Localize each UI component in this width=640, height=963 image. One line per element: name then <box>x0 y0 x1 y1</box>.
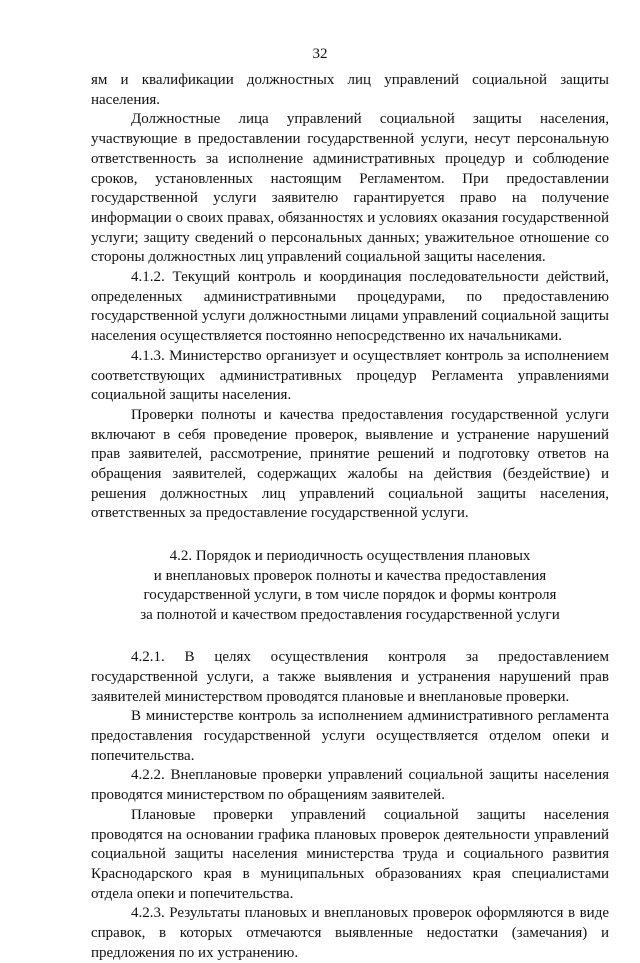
section-heading-line: и внеплановых проверок полноты и качества предоставления <box>153 567 547 584</box>
paragraph: 4.1.3. Министерство организует и осуществляет контроль за исполнением соответствующих административных процедур Регламента управлениями социальной защиты населения. <box>91 347 609 404</box>
paragraph: В министерстве контроль за исполнением административного регламента предоставления государственной услуги осуществляется отделом опеки и попечительства. <box>91 708 609 764</box>
paragraph: Проверки полноты и качества предоставления государственной услуги включают в себя проведение проверок, выявление и устранение нарушений прав заявителей, рассмотрение, принятие решений и подготовку ответов на обращения заявителей, содержащих жалобы на действия (бездействие) и решения должностных лиц управлений социальной защиты населения, ответственных за предоставление государственной услуги. <box>91 406 609 522</box>
paragraph: 4.2.1. В целях осуществления контроля за предоставлением государственной услуги, а также выявления и устранения нарушений прав заявителей министерством проводятся плановые и внеплановые проверки. <box>91 649 609 705</box>
section-heading-line: за полнотой и качеством предоставления государственной услуги <box>140 606 560 623</box>
paragraph: Должностные лица управлений социальной защиты населения, участвующие в предоставлении государственной услуги, несут персональную ответственность за исполнение административных процедур и соблюдение сроков, установленных настоящим Регламентом. При предоставлении государственной услуги заявителю гарантируется право на получение информации о своих правах, обязанностях и условиях оказания государственной услуги; защиту сведений о персональных данных; уважительное отношение со стороны должностных лиц управлений социальной защиты населения. <box>91 111 609 266</box>
paragraph: 4.2.2. Внеплановые проверки управлений социальной защиты населения проводятся министерством по обращениям заявителей. <box>91 767 609 804</box>
section-heading-line: 4.2. Порядок и периодичность осуществления плановых <box>169 548 531 565</box>
paragraph: ям и квалификации должностных лиц управлений социальной защиты населения. <box>91 72 609 108</box>
paragraph: Плановые проверки управлений социальной защиты населения проводятся на основании графика плановых проверок деятельности управлений социальной защиты населения министерства труда и социального развития Краснодарского края в муниципальных образованиях края специалистами отдела опеки и попечительства. <box>91 806 609 902</box>
page-number: 32 <box>312 46 328 62</box>
paragraph: 4.1.2. Текущий контроль и координация последовательности действий, определенных административными процедурами, по предоставлению государственной услуги должностными лицами управлений социальной защиты населения осуществляется постоянно непосредственно их начальниками. <box>91 269 609 345</box>
paragraph: 4.2.3. Результаты плановых и внеплановых проверок оформляются в виде справок, в которых отмечаются выявленные недостатки (замечания) и предложения по их устранению. <box>91 905 609 961</box>
document-body <box>91 71 609 963</box>
section-heading <box>91 547 609 625</box>
section-heading-line: государственной услуги, в том числе порядок и формы контроля <box>143 587 557 604</box>
